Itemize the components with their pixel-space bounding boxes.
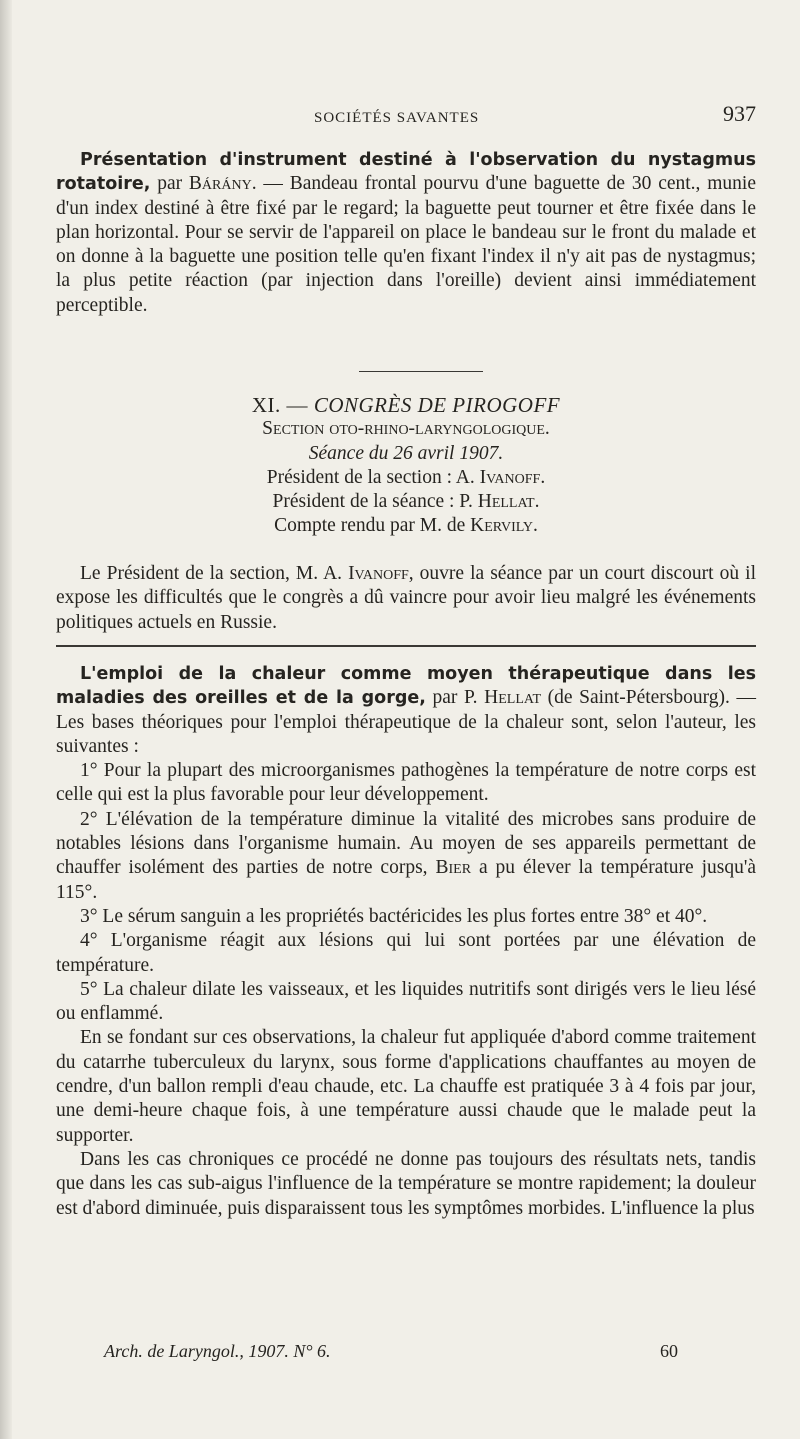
article2-by: par P. (425, 687, 485, 709)
intro-article (56, 148, 756, 318)
section-heading (56, 393, 756, 539)
running-head: SOCIÉTÉS SAVANTES (314, 110, 480, 126)
intro-article-paragraph (56, 148, 756, 318)
article2-author: Hellat (484, 687, 542, 709)
section-president (56, 466, 756, 490)
article2-point-5: 5° La chaleur dilate les vaisseaux, et les liquides nutritifs sont dirigés vers le lieu lésé ou enflammé. (56, 978, 756, 1025)
intro-article-text: . — Bandeau frontal pourvu d'une baguette de 30 cent., munie d'un index destiné à être fixé par le regard; la baguette peut tourner et être fixée dans le plan horizontal. Pour se servir de l'appareil on place le bandeau sur le front du malade et on donne à la baguette une position telle qu'en fixant l'index il n'y ait pas de nystagmus; la plus petite réaction (par injection dans l'oreille) devient ainsi immédiatement perceptible. (56, 173, 756, 316)
opening-pre: Le Président de la section, M. A. (80, 563, 349, 584)
article2-point-4: 4° L'organisme réagit aux lésions qui lui sont portées par une élévation de température. (56, 930, 756, 976)
article2-title: L'emploi de la chaleur comme moyen thérapeutique dans les maladies des oreilles et de la gorge, (56, 664, 756, 709)
page-edge-shadow (0, 0, 12, 1439)
intro-article-title: Présentation d'instrument destiné à l'observation du nystagmus rotatoire, (56, 150, 756, 195)
article-divider (56, 645, 756, 647)
footer-signature: 60 (660, 1341, 678, 1361)
section-session-president (56, 490, 756, 514)
president-name: Ivanoff. (479, 466, 546, 488)
article2-paragraph-treatment: En se fondant sur ces observations, la chaleur fut appliquée d'abord comme traitement du catarrhe tuberculeux du larynx, sous forme d'applications chauffantes au moyen de cendre, d'un ballon rempli d'eau chaude, etc. La chauffe est pratiquée 3 à 4 fois par jour, une demi-heure chaque fois, à une température aussi chaude que le malade peut la supporter. (56, 1027, 756, 1146)
intro-article-author: Bárány (188, 173, 252, 195)
section-number: XI. — (251, 393, 309, 417)
article2-intro-text: (de Saint-Pétersbourg). — Les bases théoriques pour l'emploi thérapeutique de la chaleur sont, selon l'auteur, les suivantes : (56, 687, 756, 757)
article2-point-3: 3° Le sérum sanguin a les propriétés bactéricides les plus fortes entre 38° et 40°. (80, 905, 708, 927)
page-footer (56, 1339, 756, 1363)
article2-point-2 (56, 808, 756, 905)
section-session: Séance du 26 avril 1907. (308, 442, 504, 464)
footer-source: Arch. de Laryngol., 1907. N° 6. (104, 1341, 331, 1361)
session-president-label: Président de la séance : P. (272, 491, 478, 513)
page-number: 937 (723, 101, 756, 126)
section-title (56, 393, 756, 417)
session-president-name: Hellat. (477, 491, 540, 513)
article2-intro (56, 662, 756, 759)
heat-therapy-article (56, 662, 756, 1221)
article2-point-2-post: a pu élever la température jusqu'à 115°. (56, 857, 757, 903)
section-divider (359, 371, 483, 372)
report-label: Compte rendu par M. de (274, 515, 471, 537)
article2-point-1: 1° Pour la plupart des microorganismes pathogènes la température de notre corps est celle qui est la plus favorable pour leur développement. (56, 760, 756, 806)
section-report (56, 514, 756, 538)
opening-paragraph (56, 562, 756, 635)
section-subsection: Section oto-rhino-laryngologique. (262, 418, 550, 440)
report-name: Kervily. (470, 515, 538, 537)
opening-name: Ivanoff (348, 563, 409, 584)
opening-remarks (56, 562, 756, 635)
opening-post: , ouvre la séance par un court discourt où il expose les difficultés que le congrès a dû vaincre pour avoir lieu malgré les événements politiques actuels en Russie. (56, 563, 756, 633)
article2-paragraph-chronic: Dans les cas chroniques ce procédé ne donne pas toujours des résultats nets, tandis que dans les cas sub-aigus l'influence de la température se montre rapidement; la douleur est d'abord diminuée, puis disparaissent tous les symptômes morbides. L'influence la plus (56, 1148, 756, 1219)
article2-point-2-name: Bier (435, 857, 472, 879)
page-header (56, 102, 756, 128)
intro-article-by: par (150, 173, 189, 195)
president-label: Président de la section : A. (266, 466, 480, 488)
article2-point-2-pre: 2° L'élévation de la température diminue la vitalité des microbes sans produire de notables lésions dans l'organisme humain. Au moyen de ses appareils permettant de chauffer isolément des parties de notre corps, (56, 808, 756, 879)
section-name: CONGRÈS DE PIROGOFF (313, 393, 561, 417)
